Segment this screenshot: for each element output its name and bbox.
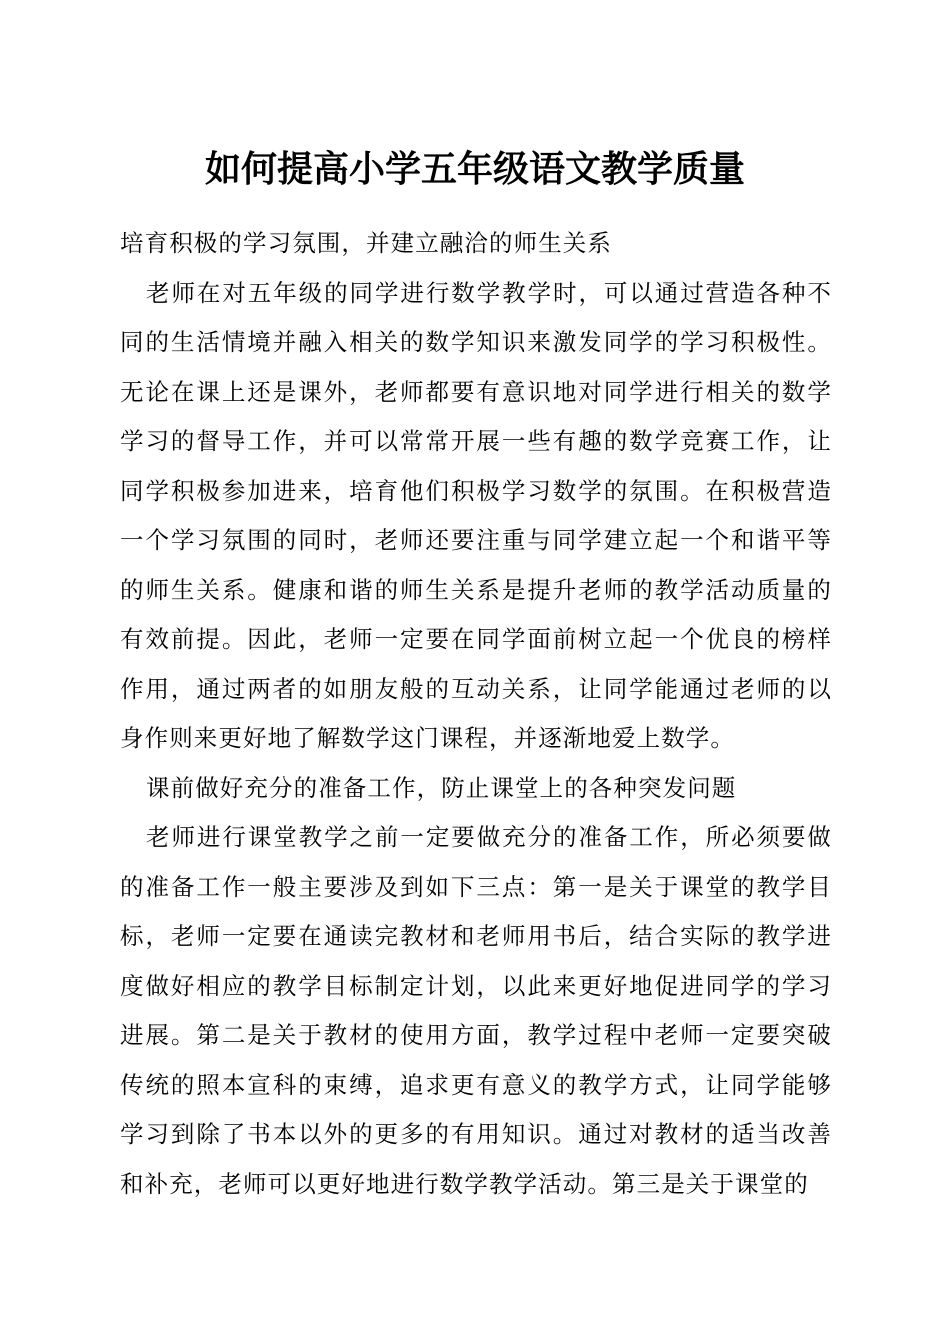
document-title: 如何提高小学五年级语文教学质量 xyxy=(204,148,745,190)
section-heading-2: 课前做好充分的准备工作，防止课堂上的各种突发问题 xyxy=(146,773,737,802)
document-body xyxy=(120,219,832,1209)
section-paragraph-2: 老师进行课堂教学之前一定要做充分的准备工作，所必须要做的准备工作一般主要涉及到如下三点：第一是关于课堂的教学目标，老师一定要在通读完教材和老师用书后，结合实际的教学进度做好相应的教学目标制定计划，以此来更好地促进同学的学习进展。第二是关于教材的使用方面，教学过程中老师一定要突破传统的照本宣科的束缚，追求更有意义的教学方式，让同学能够学习到除了书本以外的更多的有用知识。通过对教材的适当改善和补充，老师可以更好地进行数学教学活动。第三是关于课堂的 xyxy=(120,823,832,1198)
section-paragraph-1: 老师在对五年级的同学进行数学教学时，可以通过营造各种不同的生活情境并融入相关的数学知识来激发同学的学习积极性。无论在课上还是课外，老师都要有意识地对同学进行相关的数学学习的督导工作，并可以常常开展一些有趣的数学竞赛工作，让同学积极参加进来，培育他们积极学习数学的氛围。在积极营造一个学习氛围的同时，老师还要注重与同学建立起一个和谐平等的师生关系。健康和谐的师生关系是提升老师的教学活动质量的有效前提。因此，老师一定要在同学面前树立起一个优良的榜样作用，通过两者的如朋友般的互动关系，让同学能通过老师的以身作则来更好地了解数学这门课程，并逐渐地爱上数学。 xyxy=(120,278,832,752)
section-heading-1: 培育积极的学习氛围，并建立融洽的师生关系 xyxy=(120,229,612,257)
